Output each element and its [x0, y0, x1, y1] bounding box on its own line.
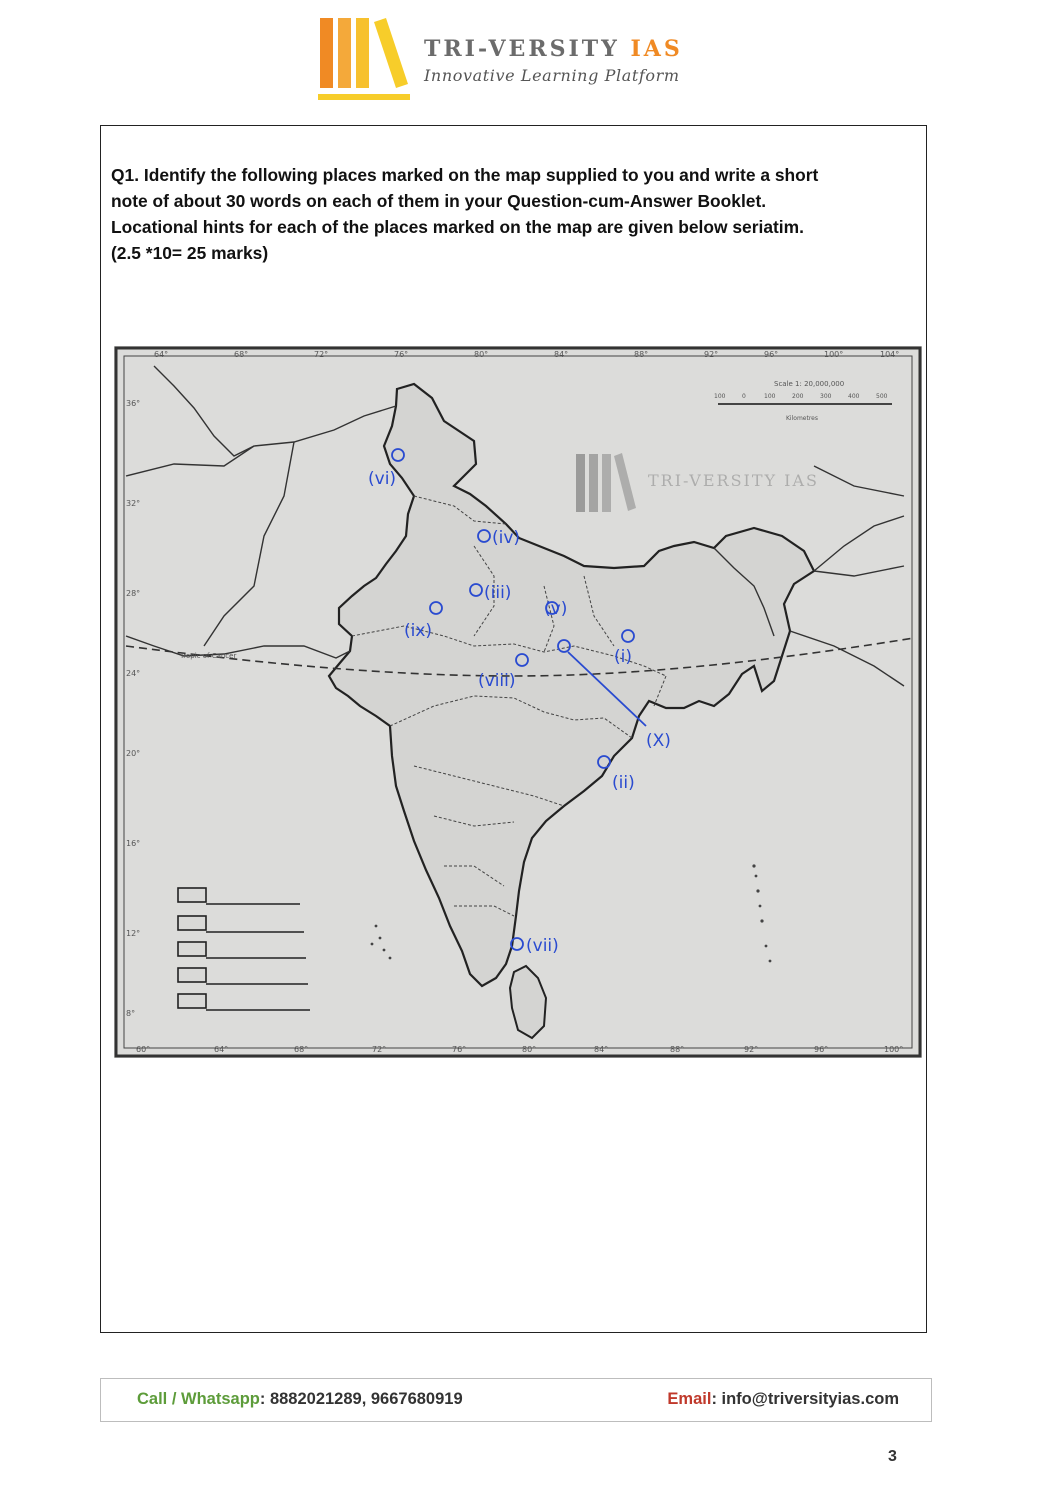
longitude-label: 80°: [522, 1045, 537, 1054]
latitude-label: 32°: [126, 499, 141, 508]
email-label: Email: [667, 1390, 712, 1408]
longitude-label: 104°: [880, 350, 900, 359]
question-text: [111, 162, 919, 266]
marker-label: (iv): [492, 528, 521, 548]
question-line: (2.5 *10= 25 marks): [111, 243, 269, 263]
question-line: Q1. Identify the following places marked on the map supplied to you and write a short: [111, 165, 819, 185]
scale-tick: 500: [876, 393, 888, 400]
longitude-label: 68°: [294, 1045, 309, 1054]
longitude-label: 64°: [154, 350, 169, 359]
longitude-label: 68°: [234, 350, 249, 359]
email-value: : info@triversityias.com: [711, 1390, 899, 1408]
longitude-label: 92°: [744, 1045, 759, 1054]
phone-contact: [137, 1390, 463, 1409]
map-svg: [114, 346, 922, 1058]
marker-label: (i): [614, 647, 632, 667]
brand-tagline: Innovative Learning Platform: [424, 66, 680, 85]
question-box: [100, 125, 927, 1333]
latitude-label: 20°: [126, 749, 141, 758]
scale-unit: Kilometres: [786, 415, 818, 422]
email-contact: [667, 1390, 899, 1409]
longitude-label: 96°: [814, 1045, 829, 1054]
marker-label: (vii): [526, 936, 559, 956]
latitude-label: 36°: [126, 399, 141, 408]
longitude-label: 72°: [372, 1045, 387, 1054]
latitude-label: 16°: [126, 839, 141, 848]
page-number: 3: [888, 1448, 897, 1465]
marker-label: (ix): [404, 621, 433, 641]
brand-prefix: TRI-VERSITY: [424, 36, 631, 62]
tropic-label: Tropic of Cancer: [180, 652, 237, 660]
longitude-label: 72°: [314, 350, 329, 359]
contact-footer: [100, 1378, 932, 1422]
watermark-text: TRI-VERSITY IAS: [648, 471, 819, 490]
question-line: note of about 30 words on each of them in your Question-cum-Answer Booklet.: [111, 191, 767, 211]
longitude-label: 88°: [634, 350, 649, 359]
marker-label: (vi): [368, 469, 397, 489]
scale-label: Scale 1: 20,000,000: [774, 380, 845, 388]
latitude-label: 12°: [126, 929, 141, 938]
longitude-label: 60°: [136, 1045, 151, 1054]
brand-block: [424, 36, 683, 85]
longitude-label: 100°: [884, 1045, 904, 1054]
longitude-label: 92°: [704, 350, 719, 359]
call-label: Call / Whatsapp: [137, 1390, 260, 1408]
brand-name: [424, 36, 683, 62]
brand-suffix: IAS: [630, 36, 683, 62]
longitude-label: 96°: [764, 350, 779, 359]
marker-label: (iii): [484, 583, 512, 603]
latitude-label: 24°: [126, 669, 141, 678]
scale-tick: 300: [820, 393, 832, 400]
marker-label: (viii): [478, 671, 516, 691]
triversity-logo-mark: [318, 16, 412, 102]
latitude-label: 28°: [126, 589, 141, 598]
longitude-label: 84°: [554, 350, 569, 359]
scale-tick: 0: [742, 393, 746, 400]
latitude-label: 8°: [126, 1009, 136, 1018]
question-line: Locational hints for each of the places marked on the map are given below seriatim.: [111, 217, 804, 237]
india-outline-map: [114, 346, 922, 1058]
marker-label: (ii): [612, 773, 635, 793]
scale-tick: 100: [764, 393, 776, 400]
marker-label: (v): [544, 599, 568, 619]
scale-tick: 100: [714, 393, 726, 400]
longitude-label: 76°: [452, 1045, 467, 1054]
marker-label: (X): [646, 731, 671, 751]
scale-tick: 400: [848, 393, 860, 400]
longitude-label: 88°: [670, 1045, 685, 1054]
longitude-label: 100°: [824, 350, 844, 359]
longitude-label: 64°: [214, 1045, 229, 1054]
longitude-label: 84°: [594, 1045, 609, 1054]
scale-tick: 200: [792, 393, 804, 400]
longitude-label: 76°: [394, 350, 409, 359]
call-value: : 8882021289, 9667680919: [259, 1390, 463, 1408]
longitude-label: 80°: [474, 350, 489, 359]
